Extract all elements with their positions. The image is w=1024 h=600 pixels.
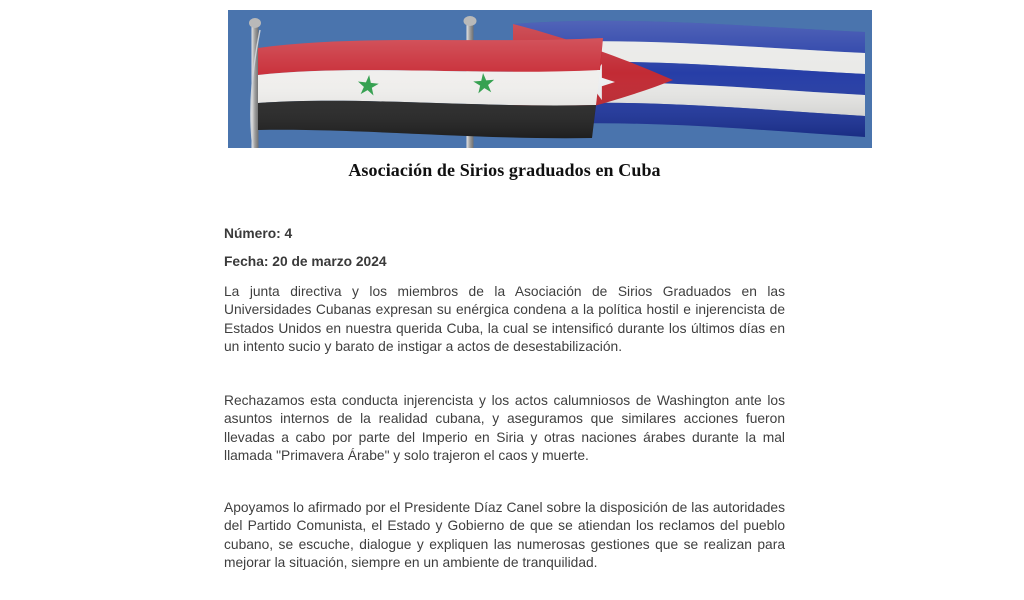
paragraph-rejection: Rechazamos esta conducta injerencista y los actos calumniosos de Washington ante los asuntos internos de la realidad cubana, y aseguramos que similares acciones fueron llevadas a cabo por parte del Imperio en Siria y otras naciones árabes durante la mal llamada "Primavera Árabe" y solo trajeron el caos y muerte. [224, 393, 785, 463]
syria-flag [258, 38, 603, 138]
issue-number: Número: 4 [224, 226, 293, 241]
issue-date: Fecha: 20 de marzo 2024 [224, 254, 387, 269]
flags-image [228, 10, 872, 148]
paragraph-support: Apoyamos lo afirmado por el Presidente Díaz Canel sobre la disposición de las autoridades del Partido Comunista, el Estado y Gobierno de que se atiendan los reclamos del pueblo cubano, se escuche, dialogue y expliquen las numerosas gestiones que se realizan para mejorar la situación, siempre en un ambiente de tranquilidad. [224, 500, 785, 570]
page-title: Asociación de Sirios graduados en Cuba [348, 160, 661, 180]
paragraph-condemnation: La junta directiva y los miembros de la Asociación de Sirios Graduados en las Universidades Cubanas expresan su enérgica condena a la política hostil e injerencista de Estados Unidos en nuestra querida Cuba, la cual se intensificó durante los últimos días en un intento sucio y barato de instigar a actos de desestabilización. [224, 284, 785, 354]
